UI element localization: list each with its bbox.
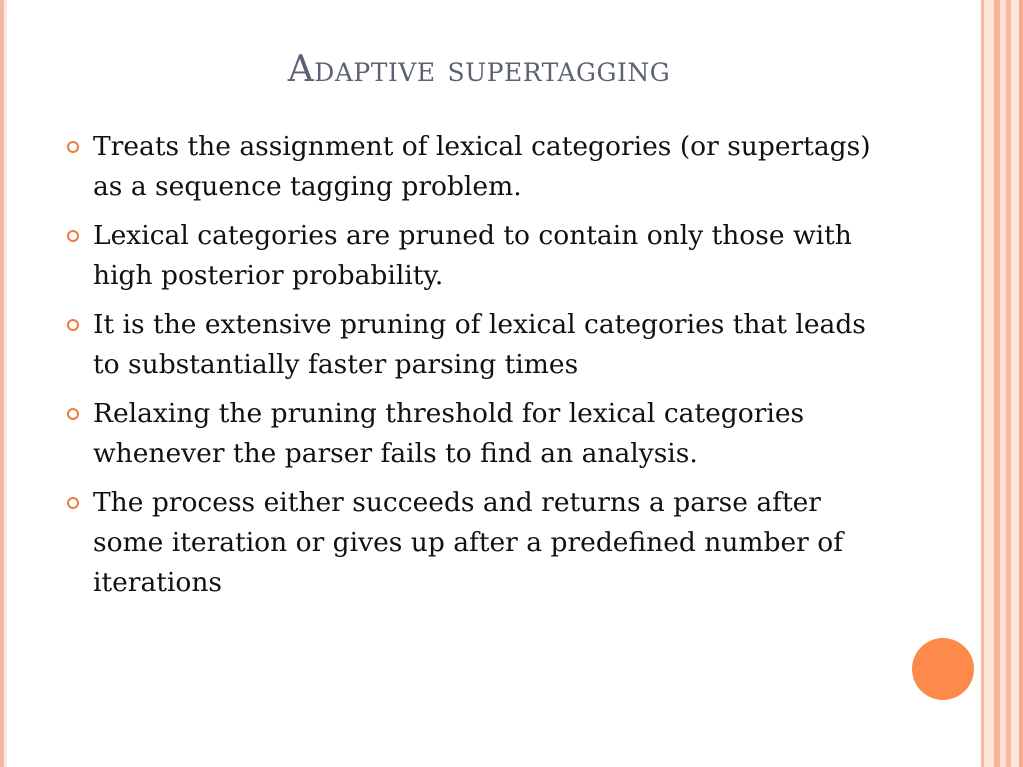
- bullet-icon: [67, 141, 79, 153]
- bullet-icon: [67, 230, 79, 242]
- bullet-text: The process either succeeds and returns a parse after some iteration or gives up after a predefined number of iterations: [93, 487, 844, 598]
- stripe: [1011, 0, 1019, 767]
- stripe: [1019, 0, 1023, 767]
- bullet-item: [67, 305, 877, 385]
- left-border: [0, 0, 4, 767]
- bullet-icon: [67, 408, 79, 420]
- bullet-icon: [67, 497, 79, 509]
- bullet-text: It is the extensive pruning of lexical categories that leads to substantially faster parsing times: [93, 309, 866, 380]
- bullet-item: [67, 394, 877, 474]
- bullet-text: Lexical categories are pruned to contain only those with high posterior probability.: [93, 220, 852, 291]
- bullet-text: Treats the assignment of lexical categories (or supertags) as a sequence tagging problem.: [93, 131, 871, 202]
- bullet-text: Relaxing the pruning threshold for lexical categories whenever the parser fails to find an analysis.: [93, 398, 805, 469]
- bullet-item: [67, 216, 877, 296]
- bullet-item: [67, 483, 877, 603]
- slide-title: Adaptive supertagging: [287, 49, 671, 90]
- bullet-list: [67, 127, 877, 612]
- slide-body: [7, 0, 981, 767]
- decorative-stripes: [981, 0, 1023, 767]
- bullet-icon: [67, 319, 79, 331]
- stripe: [984, 0, 994, 767]
- bullet-item: [67, 127, 877, 207]
- orange-circle-icon: [912, 638, 974, 700]
